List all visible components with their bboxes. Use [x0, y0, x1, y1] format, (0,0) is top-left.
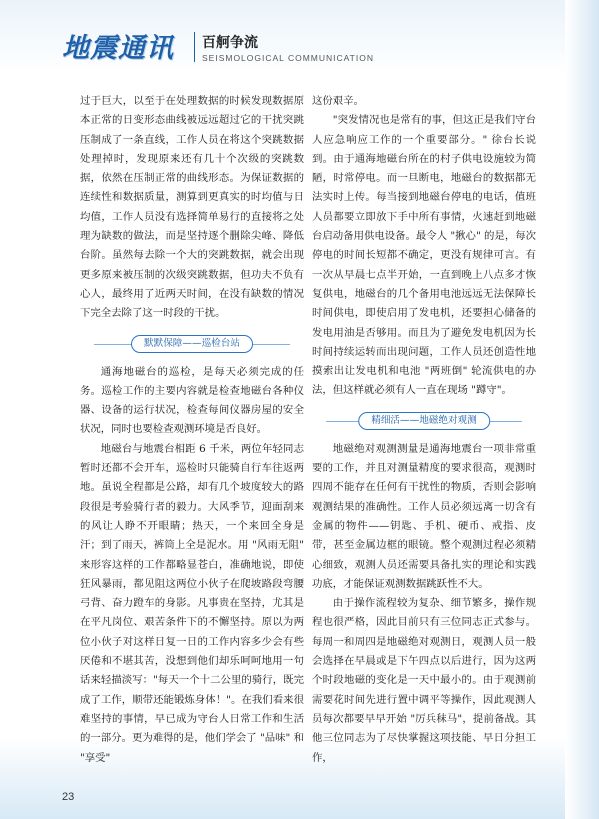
page-header: [62, 26, 542, 70]
paragraph: 由于操作流程较为复杂、细节繁多，操作规程也很严格，因此目前只有三位同志正式参与。每周一和周四是地磁绝对观测日，观测人员一般会选择在早晨或是下午四点以后进行，因为这两个时段地磁的变化是一天中最小的。由于观测前需要花时间先进行置中调平等操作，因此观测人员每次都要早早开始 "厉兵秣马"，提前备战。其他三位同志为了尽快掌握这项技能、早日分担工作，: [312, 597, 536, 764]
magazine-logo: 地震通讯: [62, 33, 174, 64]
left-column: [80, 92, 304, 768]
section-heading: 默默保障——巡检台站: [131, 335, 253, 353]
paragraph: 地磁台与地震台相距 6 千米，两位年轻同志暂时还都不会开车，巡检时只能骑自行车往返两地。虽说全程都是公路，却有几个坡度较大的路段很是考验骑行者的毅力。大风季节，迎面刮来的风让人睁不开眼睛；热天，一个来回全身是汗；到了雨天，裤筒上全是泥水。用 "风雨无阻" 来形容这样的工作都略显苍白，准确地说，即使狂风暴雨，都见阻这两位小伙子在爬坡路段弯腰弓背、奋力蹬车的身影。凡事贵在坚持，尤其是在平凡岗位、艰苦条件下的不懈坚持。原以为两位小伙子对这样日复一日的工作内容多少会有些厌倦和不堪其苦，没想到他们却乐呵呵地用一句话来轻描淡写："每天一个十二公里的骑行，既完成了工作，顺带还能锻炼身体！"。在我们看来很难坚持的事情，早已成为守台人日常工作和生活的一部分。更为难得的是，他们学会了 "品味" 和 "享受": [80, 442, 304, 764]
paragraph: 这份艰辛。: [312, 95, 364, 107]
header-divider: [194, 32, 195, 62]
section-heading-banner: [312, 406, 536, 436]
paragraph: 地磁绝对观测测量是通海地震台一项非常重要的工作，并且对测量精度的要求很高，观测时四周不能存在任何有干扰性的物质，否则会影响观测结果的准确性。工作人员必须远离一切含有金属的物件——钥匙、手机、硬币、戒指、皮带，甚至金属边框的眼镜。整个观测过程必须精心细致，观测人员还需要具备扎实的理论和实践功底，才能保证观测数据跳跃性不大。: [312, 442, 536, 590]
magazine-title-en: SEISMOLOGICAL COMMUNICATION: [202, 53, 374, 63]
right-column: [312, 92, 536, 768]
column-name: 百舸争流: [202, 35, 258, 51]
paragraph: 过于巨大，以至于在处理数据的时候发现数据原本正常的日变形态曲线被远远超过它的干扰突跳压制成了一条直线，工作人员在将这个突跳数据处理掉时，发现原来还有几十个次级的突跳数据，依然在压制正常的曲线形态。为保证数据的连续性和数据质量，测算到更真实的时均值与日均值，工作人员没有选择简单易行的直接将之处理为缺数的做法，而是坚持逐个删除尖峰、降低台阶。虽然每去除一个大的突跳数据，就会出现更多原来被压制的次级突跳数据，但功夫不负有心人，最终用了近两天时间，在没有缺数的情况下完全去除了这一时段的干扰。: [80, 95, 304, 320]
section-heading-banner: [80, 329, 304, 359]
paragraph: "突发情况也是常有的事，但这正是我们守台人应急响应工作的一个重要部分。" 徐台长说到。由于通海地磁台所在的村子供电设施较为简陋，时常停电。而一旦断电，地磁台的数据都无法实时上传。每当接到地磁台停电的电话，值班人员都要立即放下手中所有事情，火速赶到地磁台启动备用供电设备。最令人 "揪心" 的是，每次停电的时间长短都不确定，更没有规律可言。有一次从早晨七点半开始，一直到晚上八点多才恢复供电，地磁台的几个备用电池远远无法保障长时间供电，即使启用了发电机，还要担心储备的发电用油是否够用。而且为了避免发电机因为长时间持续运转而出现问题，工作人员还创造性地摸索出让发电机和电池 "两班倒" 轮流供电的办法，但这样就必须有人一直在现场 "蹲守"。: [312, 114, 536, 397]
paragraph: 通海地磁台的巡检，是每天必须完成的任务。巡检工作的主要内容就是检查地磁台各种仪器、设备的运行状况，检查每间仪器房屋的安全状况，同时也要检查观测环境是否良好。: [80, 365, 304, 436]
page-number: 23: [62, 791, 75, 803]
decorative-side-band: [565, 0, 599, 819]
section-heading: 精细活——地磁绝对观测: [358, 412, 490, 430]
